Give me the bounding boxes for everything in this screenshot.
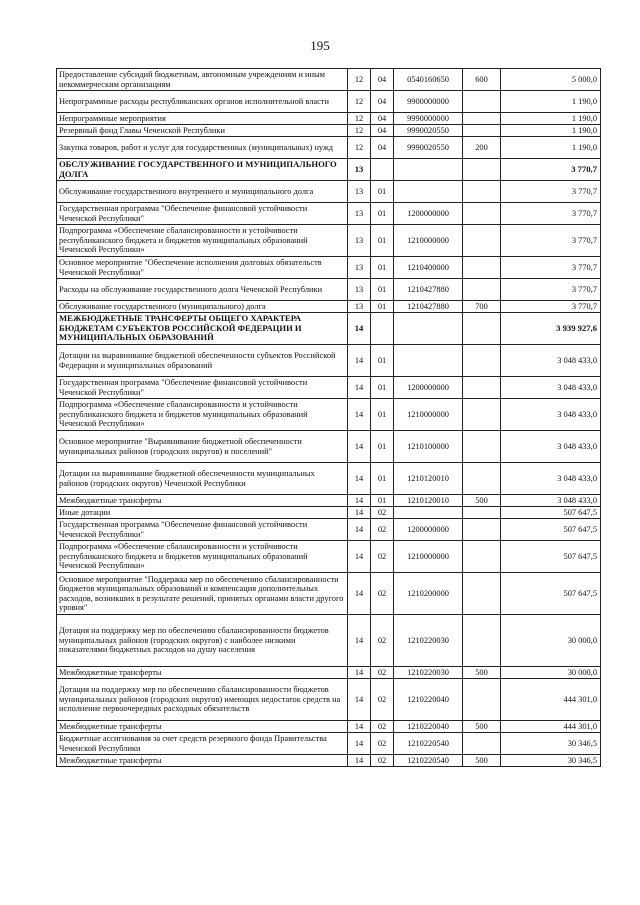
cell-section: 14: [348, 431, 371, 463]
cell-name: Межбюджетные трансферты: [57, 755, 348, 767]
table-row: [57, 137, 601, 159]
cell-target-article: 1210000000: [394, 399, 463, 431]
cell-subsection: 02: [371, 541, 394, 573]
table-row: [57, 541, 601, 573]
table-row: [57, 679, 601, 721]
cell-amount: 507 647,5: [501, 573, 601, 615]
cell-subsection: 01: [371, 463, 394, 495]
cell-amount: 444 301,0: [501, 721, 601, 733]
cell-section: 14: [348, 463, 371, 495]
table-row: [57, 495, 601, 507]
cell-subsection: 04: [371, 91, 394, 113]
table-row: [57, 125, 601, 137]
cell-target-article: [394, 159, 463, 181]
table-row: [57, 69, 601, 91]
cell-section: 12: [348, 91, 371, 113]
cell-amount: 1 190,0: [501, 137, 601, 159]
cell-amount: 5 000,0: [501, 69, 601, 91]
cell-expense-type: [463, 345, 501, 377]
cell-subsection: 02: [371, 615, 394, 667]
budget-table-body: [57, 69, 601, 767]
table-row: [57, 225, 601, 257]
cell-target-article: 9900000000: [394, 91, 463, 113]
cell-name: Дотация на поддержку мер по обеспечению сбалансированности бюджетов муниципальных районов (городских округов) с наиболее низкими показателями бюджетных расходов на душу населения: [57, 615, 348, 667]
cell-subsection: 01: [371, 495, 394, 507]
cell-amount: 3 048 433,0: [501, 399, 601, 431]
cell-name: Межбюджетные трансферты: [57, 495, 348, 507]
cell-target-article: 1200000000: [394, 377, 463, 399]
cell-amount: 507 647,5: [501, 519, 601, 541]
cell-section: 13: [348, 181, 371, 203]
table-row: [57, 463, 601, 495]
cell-name: Государственная программа "Обеспечение финансовой устойчивости Чеченской Республики": [57, 377, 348, 399]
cell-name: Предоставление субсидий бюджетным, автономным учреждениям и иным некоммерческим организациям: [57, 69, 348, 91]
cell-expense-type: 500: [463, 667, 501, 679]
cell-target-article: [394, 313, 463, 345]
cell-section: 13: [348, 203, 371, 225]
cell-name: Закупка товаров, работ и услуг для государственных (муниципальных) нужд: [57, 137, 348, 159]
table-row: [57, 345, 601, 377]
cell-name: Межбюджетные трансферты: [57, 721, 348, 733]
cell-target-article: 1200000000: [394, 203, 463, 225]
cell-name: Расходы на обслуживание государственного долга Чеченской Республики: [57, 279, 348, 301]
cell-expense-type: [463, 507, 501, 519]
cell-target-article: 1210220030: [394, 615, 463, 667]
cell-amount: 507 647,5: [501, 541, 601, 573]
cell-amount: 3 048 433,0: [501, 463, 601, 495]
cell-section: 14: [348, 345, 371, 377]
cell-target-article: 1210220540: [394, 733, 463, 755]
cell-expense-type: [463, 733, 501, 755]
cell-expense-type: [463, 679, 501, 721]
table-row: [57, 615, 601, 667]
table-row: [57, 301, 601, 313]
cell-section: 13: [348, 279, 371, 301]
cell-name: Межбюджетные трансферты: [57, 667, 348, 679]
cell-amount: 444 301,0: [501, 679, 601, 721]
cell-target-article: 1210000000: [394, 541, 463, 573]
table-row: [57, 721, 601, 733]
cell-amount: 3 770,7: [501, 181, 601, 203]
table-row: [57, 507, 601, 519]
cell-subsection: 01: [371, 181, 394, 203]
budget-table: [56, 68, 601, 767]
cell-section: 14: [348, 541, 371, 573]
cell-expense-type: 700: [463, 301, 501, 313]
cell-section: 12: [348, 113, 371, 125]
cell-subsection: 04: [371, 125, 394, 137]
cell-name: Подпрограмма «Обеспечение сбалансированности и устойчивости республиканского бюджета и бюджетов муниципальных образований Чеченской Республики»: [57, 541, 348, 573]
cell-subsection: [371, 159, 394, 181]
table-row: [57, 431, 601, 463]
cell-target-article: 1210427880: [394, 301, 463, 313]
cell-name: Государственная программа "Обеспечение финансовой устойчивости Чеченской Республики": [57, 203, 348, 225]
cell-target-article: 1210000000: [394, 225, 463, 257]
cell-section: 14: [348, 377, 371, 399]
cell-amount: 3 048 433,0: [501, 345, 601, 377]
cell-target-article: 1210220040: [394, 721, 463, 733]
cell-name: Основное мероприятие "Выравнивание бюджетной обеспеченности муниципальных районов (городских округов) и поселений": [57, 431, 348, 463]
cell-expense-type: [463, 377, 501, 399]
cell-subsection: 01: [371, 345, 394, 377]
cell-section: 13: [348, 225, 371, 257]
cell-amount: 3 770,7: [501, 225, 601, 257]
cell-target-article: 9990000000: [394, 113, 463, 125]
cell-subsection: 04: [371, 137, 394, 159]
cell-expense-type: [463, 113, 501, 125]
cell-amount: 3 048 433,0: [501, 377, 601, 399]
cell-subsection: 02: [371, 519, 394, 541]
cell-subsection: 02: [371, 507, 394, 519]
cell-amount: 3 048 433,0: [501, 495, 601, 507]
cell-section: 14: [348, 615, 371, 667]
cell-amount: 3 770,7: [501, 159, 601, 181]
cell-expense-type: [463, 519, 501, 541]
cell-target-article: 1210400000: [394, 257, 463, 279]
cell-name: Основное мероприятие "Обеспечение исполнения долговых обязательств Чеченской Республики": [57, 257, 348, 279]
table-row: [57, 257, 601, 279]
cell-target-article: 9990020550: [394, 137, 463, 159]
table-row: [57, 91, 601, 113]
cell-expense-type: [463, 257, 501, 279]
table-row: [57, 313, 601, 345]
cell-section: 12: [348, 69, 371, 91]
cell-section: 13: [348, 257, 371, 279]
cell-expense-type: [463, 463, 501, 495]
cell-section: 14: [348, 399, 371, 431]
cell-section: 14: [348, 519, 371, 541]
cell-expense-type: [463, 159, 501, 181]
cell-expense-type: [463, 313, 501, 345]
cell-name: Обслуживание государственного (муниципального) долга: [57, 301, 348, 313]
cell-target-article: 1210427880: [394, 279, 463, 301]
table-row: [57, 279, 601, 301]
cell-amount: 3 770,7: [501, 257, 601, 279]
cell-subsection: 01: [371, 431, 394, 463]
cell-expense-type: [463, 225, 501, 257]
cell-name: Дотации на выравнивание бюджетной обеспеченности муниципальных районов (городских округов) Чеченской Республики: [57, 463, 348, 495]
cell-amount: 30 346,5: [501, 733, 601, 755]
cell-name: Непрограммные мероприятия: [57, 113, 348, 125]
cell-subsection: 02: [371, 679, 394, 721]
cell-target-article: 1210220040: [394, 679, 463, 721]
table-row: [57, 573, 601, 615]
table-row: [57, 203, 601, 225]
cell-name: Подпрограмма «Обеспечение сбалансированности и устойчивости республиканского бюджета и бюджетов муниципальных образований Чеченской Республики»: [57, 399, 348, 431]
cell-expense-type: [463, 431, 501, 463]
cell-target-article: 1200000000: [394, 519, 463, 541]
cell-target-article: 1210120010: [394, 463, 463, 495]
cell-expense-type: 200: [463, 137, 501, 159]
cell-name: Подпрограмма «Обеспечение сбалансированности и устойчивости республиканского бюджета и бюджетов муниципальных образований Чеченской Республики»: [57, 225, 348, 257]
cell-amount: 1 190,0: [501, 91, 601, 113]
cell-target-article: [394, 181, 463, 203]
cell-subsection: 02: [371, 667, 394, 679]
page-number: 195: [310, 38, 330, 53]
cell-expense-type: [463, 203, 501, 225]
cell-subsection: 01: [371, 377, 394, 399]
cell-subsection: 02: [371, 733, 394, 755]
cell-expense-type: 500: [463, 721, 501, 733]
cell-name: Иные дотации: [57, 507, 348, 519]
cell-subsection: [371, 313, 394, 345]
table-row: [57, 519, 601, 541]
table-row: [57, 181, 601, 203]
cell-amount: 3 770,7: [501, 279, 601, 301]
cell-section: 14: [348, 667, 371, 679]
cell-target-article: 0540160650: [394, 69, 463, 91]
cell-section: 12: [348, 125, 371, 137]
cell-subsection: 02: [371, 755, 394, 767]
table-row: [57, 113, 601, 125]
cell-subsection: 01: [371, 257, 394, 279]
cell-section: 14: [348, 733, 371, 755]
cell-target-article: 1210100000: [394, 431, 463, 463]
cell-name: Дотация на поддержку мер по обеспечению сбалансированности бюджетов муниципальных районов (городских округов) имеющих недостаток средств на исполнение первоочередных расходных обязательств: [57, 679, 348, 721]
cell-name: Обслуживание государственного внутреннего и муниципального долга: [57, 181, 348, 203]
cell-name: Резервный фонд Главы Чеченской Республики: [57, 125, 348, 137]
cell-subsection: 01: [371, 225, 394, 257]
cell-amount: 1 190,0: [501, 125, 601, 137]
cell-section: 14: [348, 495, 371, 507]
table-row: [57, 399, 601, 431]
cell-amount: 3 770,7: [501, 203, 601, 225]
cell-expense-type: [463, 541, 501, 573]
cell-section: 14: [348, 313, 371, 345]
cell-target-article: 1210120010: [394, 495, 463, 507]
cell-subsection: 04: [371, 113, 394, 125]
cell-expense-type: [463, 399, 501, 431]
cell-name: МЕЖБЮДЖЕТНЫЕ ТРАНСФЕРТЫ ОБЩЕГО ХАРАКТЕРА БЮДЖЕТАМ СУБЪЕКТОВ РОССИЙСКОЙ ФЕДЕРАЦИИ И МУНИЦИПАЛЬНЫХ ОБРАЗОВАНИЙ: [57, 313, 348, 345]
cell-amount: 3 048 433,0: [501, 431, 601, 463]
cell-name: ОБСЛУЖИВАНИЕ ГОСУДАРСТВЕННОГО И МУНИЦИПАЛЬНОГО ДОЛГА: [57, 159, 348, 181]
cell-target-article: 9990020550: [394, 125, 463, 137]
cell-expense-type: 500: [463, 495, 501, 507]
cell-amount: 30 000,0: [501, 615, 601, 667]
cell-section: 12: [348, 137, 371, 159]
cell-section: 14: [348, 679, 371, 721]
cell-subsection: 01: [371, 399, 394, 431]
cell-name: Бюджетные ассигнования за счет средств резервного фонда Правительства Чеченской Республики: [57, 733, 348, 755]
cell-expense-type: [463, 91, 501, 113]
cell-expense-type: 500: [463, 755, 501, 767]
table-row: [57, 377, 601, 399]
cell-amount: 30 346,5: [501, 755, 601, 767]
table-row: [57, 733, 601, 755]
cell-name: Государственная программа "Обеспечение финансовой устойчивости Чеченской Республики": [57, 519, 348, 541]
cell-subsection: 02: [371, 573, 394, 615]
cell-section: 14: [348, 507, 371, 519]
cell-name: Основное мероприятие "Поддержка мер по обеспечению сбалансированности бюджетов муниципальных образований и компенсация дополнительных расходов, возникших в результате решений, принятых органами власти другого уровня": [57, 573, 348, 615]
cell-subsection: 01: [371, 279, 394, 301]
cell-subsection: 02: [371, 721, 394, 733]
cell-target-article: [394, 345, 463, 377]
cell-section: 13: [348, 159, 371, 181]
cell-section: 13: [348, 301, 371, 313]
cell-name: Непрограммные расходы республиканских органов исполнительной власти: [57, 91, 348, 113]
cell-section: 14: [348, 573, 371, 615]
table-row: [57, 159, 601, 181]
cell-expense-type: [463, 125, 501, 137]
cell-subsection: 01: [371, 301, 394, 313]
cell-subsection: 04: [371, 69, 394, 91]
cell-target-article: 1210220030: [394, 667, 463, 679]
cell-amount: 507 647,5: [501, 507, 601, 519]
cell-expense-type: [463, 279, 501, 301]
cell-expense-type: [463, 573, 501, 615]
cell-amount: 3 770,7: [501, 301, 601, 313]
cell-target-article: 1210200000: [394, 573, 463, 615]
cell-subsection: 01: [371, 203, 394, 225]
cell-target-article: 1210220540: [394, 755, 463, 767]
cell-expense-type: [463, 181, 501, 203]
cell-amount: 30 000,0: [501, 667, 601, 679]
cell-target-article: [394, 507, 463, 519]
cell-expense-type: [463, 615, 501, 667]
cell-section: 14: [348, 721, 371, 733]
cell-section: 14: [348, 755, 371, 767]
cell-amount: 3 939 927,6: [501, 313, 601, 345]
table-row: [57, 667, 601, 679]
table-row: [57, 755, 601, 767]
cell-amount: 1 190,0: [501, 113, 601, 125]
cell-expense-type: 600: [463, 69, 501, 91]
cell-name: Дотации на выравнивание бюджетной обеспеченности субъектов Российской Федерации и муниципальных образований: [57, 345, 348, 377]
